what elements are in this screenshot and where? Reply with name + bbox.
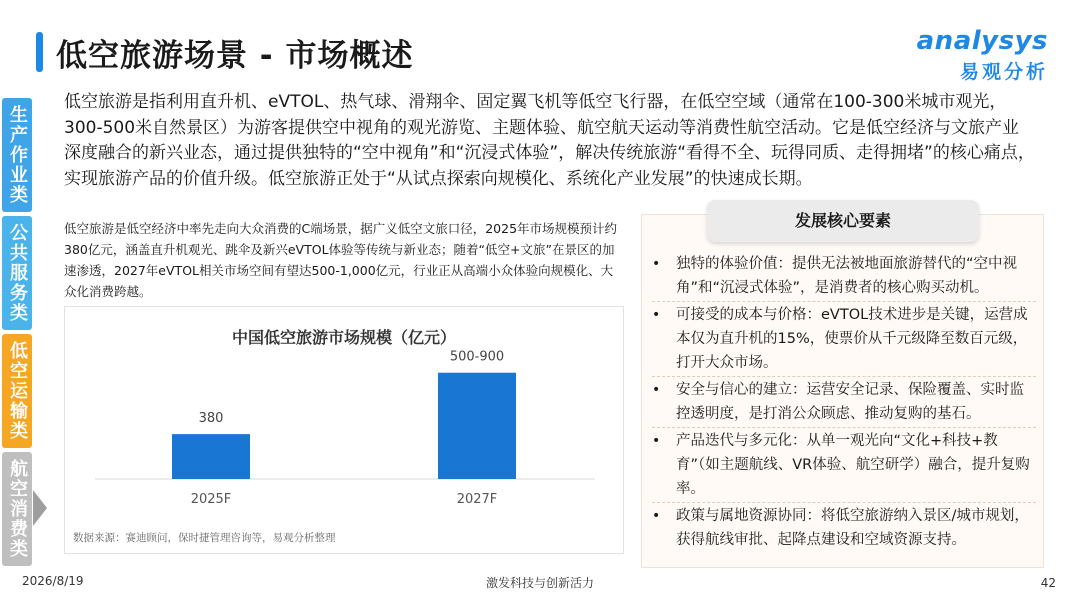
page-title: 低空旅游场景 - 市场概述 [56, 38, 414, 74]
list-item [652, 252, 1036, 302]
list-item [652, 429, 1036, 503]
chart-title: 中国低空旅游市场规模（亿元） [231, 328, 456, 347]
side-tab-consumer[interactable]: 航空消费类 [2, 452, 32, 566]
core-elements-list [652, 252, 1036, 552]
active-tab-arrow-icon [33, 490, 47, 526]
chart-svg [65, 307, 625, 555]
page-number: 42 [1040, 576, 1056, 590]
side-tab-production[interactable]: 生产作业类 [2, 98, 32, 212]
list-item-text: 产品迭代与多元化：从单一观光向“文化+科技+教育”（如主题航线、VR体验、航空研学）融合，提升复购率。 [676, 433, 1030, 497]
side-category-tabs [2, 98, 32, 570]
bullet-icon: • [652, 256, 661, 272]
market-size-chart [64, 306, 624, 554]
bar-2027F [438, 373, 516, 479]
core-elements-title: 发展核心要素 [707, 200, 979, 242]
data-label-2027F: 500-900 [449, 349, 505, 365]
list-item-text: 政策与属地资源协同：将低空旅游纳入景区/城市规划，获得航线审批、起降点建设和空域资源支持。 [676, 508, 1029, 548]
logo-chinese: 易观分析 [959, 61, 1048, 83]
title-accent-bar [36, 32, 43, 72]
bullet-icon: • [652, 307, 661, 323]
footer-slogan: 激发科技与创新活力 [485, 576, 594, 590]
bullet-icon: • [652, 382, 661, 398]
list-item-text: 独特的体验价值：提供无法被地面旅游替代的“空中视角”和“沉浸式体验”，是消费者的核心购买动机。 [676, 256, 1018, 296]
bullet-icon: • [652, 433, 661, 449]
x-tick-label-2025F: 2025F [190, 492, 232, 507]
intro-paragraph: 低空旅游是指利用直升机、eVTOL、热气球、滑翔伞、固定翼飞机等低空飞行器，在低空空域（通常在100-300米城市观光，300-500米自然景区）为游客提供空中视角的观光游览、主题体验、航空航天运动等消费性航空活动。它是低空经济与文旅产业深度融合的新兴业态，通过提供独特的“空中视角”和“沉浸式体验”，解决传统旅游“看得不全、玩得同质、走得拥堵”的核心痛点，实现旅游产品的价值升级。低空旅游正处于“从试点探索向规模化、系统化产业发展”的快速成长期。 [64, 92, 1035, 189]
list-item [652, 303, 1036, 377]
x-tick-label-2027F: 2027F [456, 492, 498, 507]
list-item-text: 可接受的成本与价格：eVTOL技术进步是关键，运营成本仅为直升机的15%，使票价从千元级降至数百元级，打开大众市场。 [676, 307, 1028, 371]
logo-english: analysys [916, 26, 1048, 56]
bullet-icon: • [652, 508, 661, 524]
footer-date: 2026/8/19 [22, 574, 84, 588]
market-paragraph: 低空旅游是低空经济中率先走向大众消费的C端场景，据广义低空文旅口径，2025年市场规模预计约380亿元，涵盖直升机观光、跳伞及新兴eVTOL体验等传统与新业态；随着“低空+文旅”在景区的加速渗透，2027年eVTOL相关市场空间有望达500-1,000亿元，行业正从高端小众体验向规模化、大众化消费跨越。 [64, 221, 618, 299]
side-tab-public-service[interactable]: 公共服务类 [2, 216, 32, 330]
list-item [652, 378, 1036, 428]
list-item-text: 安全与信心的建立：运营安全记录、保险覆盖、实时监控透明度，是打消公众顾虑、推动复购的基石。 [676, 382, 1024, 422]
bar-2025F [172, 434, 250, 479]
logo [917, 26, 1048, 84]
data-label-2025F: 380 [198, 411, 224, 427]
side-tab-transport[interactable]: 低空运输类 [2, 334, 32, 448]
list-item [652, 504, 1036, 552]
chart-source: 数据来源：赛迪顾问，保时捷管理咨询等，易观分析整理 [73, 532, 336, 544]
